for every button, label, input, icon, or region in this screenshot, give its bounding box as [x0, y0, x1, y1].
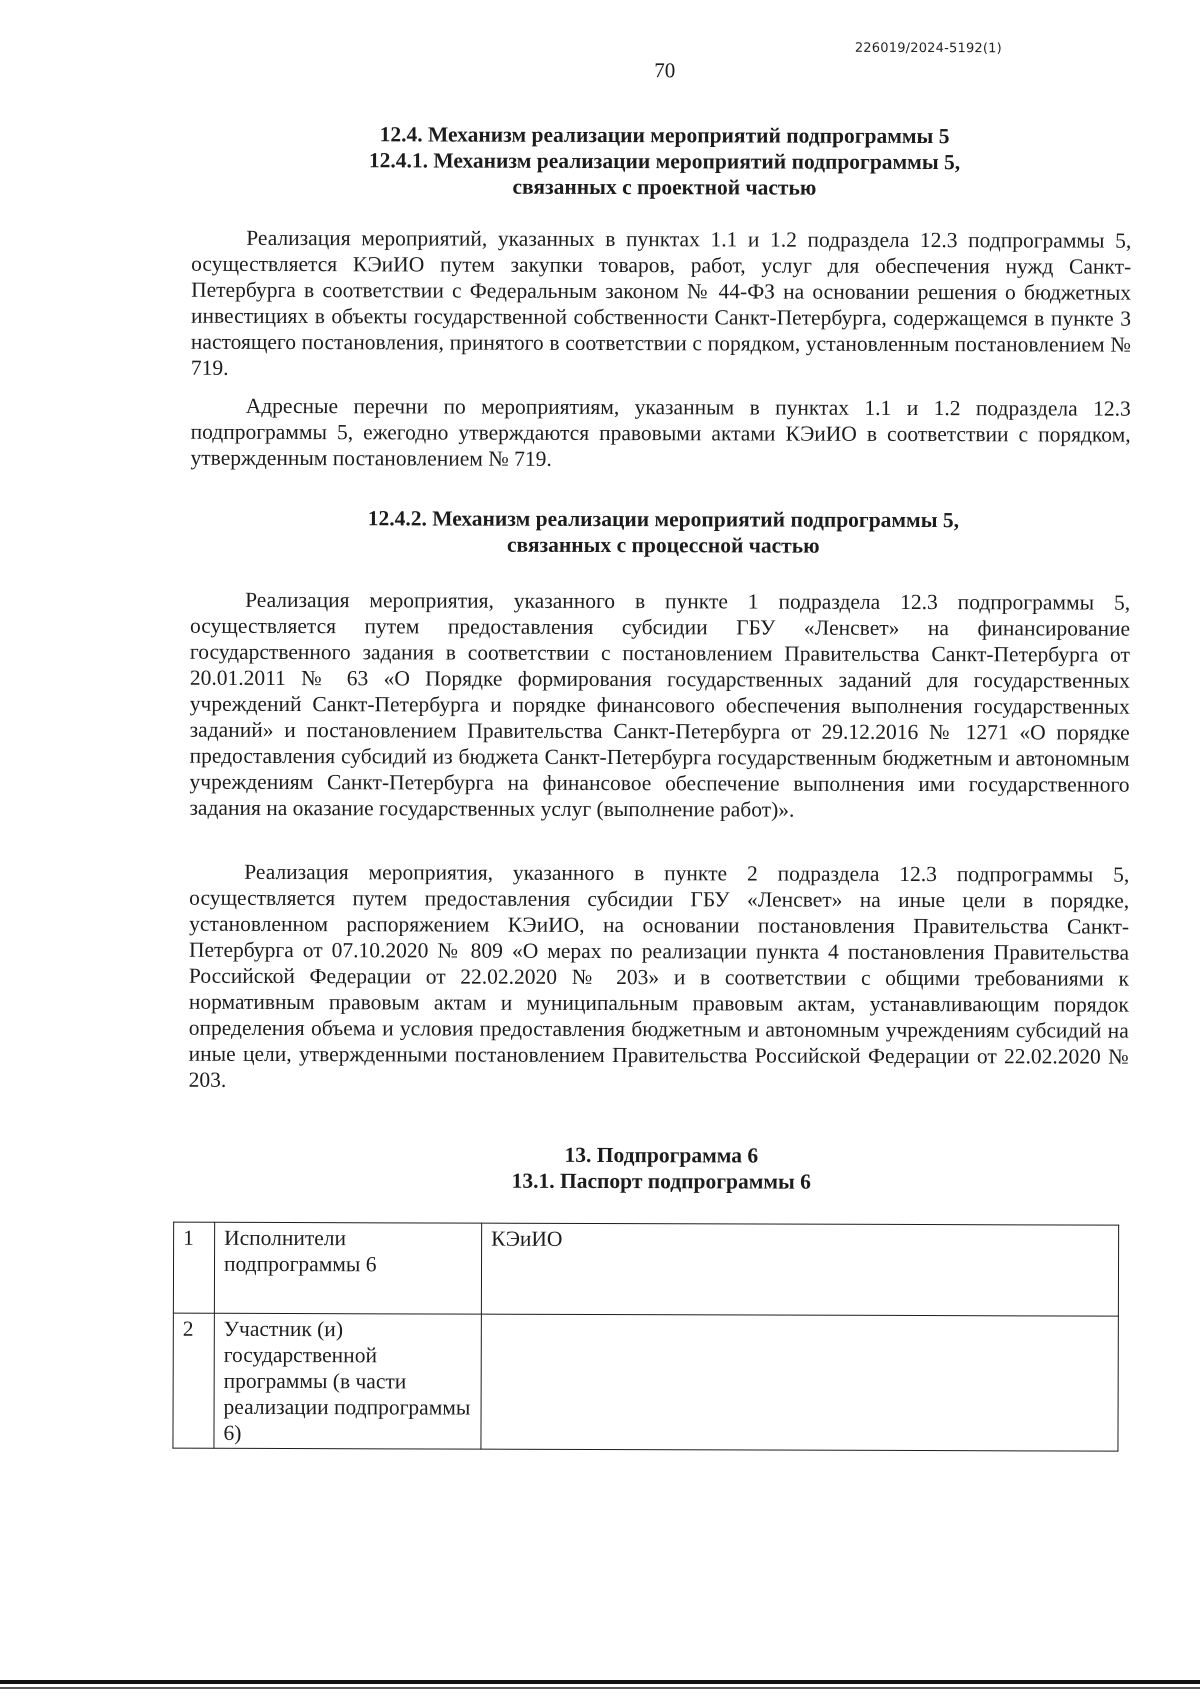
row-value: КЭиИО [481, 1223, 1118, 1316]
scan-edge-line [0, 1680, 1200, 1684]
heading-12-4-line1: 12.4. Механизм реализации мероприятий подпрограммы 5 [379, 122, 950, 149]
heading-12-4-line2: 12.4.1. Механизм реализации мероприятий подпрограммы 5, [368, 148, 961, 175]
row-number: 2 [173, 1313, 214, 1448]
row-number: 1 [173, 1222, 214, 1313]
page-number: 70 [654, 58, 676, 83]
heading-12-4-2-line1: 12.4.2. Механизм реализации мероприятий подпрограммы 5, [367, 506, 960, 533]
paragraph-12-4-2-a: Реализация мероприятия, указанного в пункте 1 подраздела 12.3 подпрограммы 5, осуществляется путем предоставления субсидии ГБУ «Ленсвет» на финансирование государственного задания в соответствии с постановлением Правительства Санкт-Петербурга от 20.01.2011 № 63 «О Порядке формирования государственных заданий для государственных учреждений Санкт-Петербурга и порядке финансового обеспечения выполнения государственных заданий» и постановлением Правительства Санкт-Петербурга от 29.12.2016 № 1271 «О порядке предоставления субсидий из бюджета Санкт-Петербурга государственным бюджетным и автономным учреждениям Санкт-Петербурга на финансовое обеспечение выполнения ими государственного задания на оказание государственных услуг (выполнение работ)». [189, 587, 1131, 822]
heading-13-line2: 13.1. Паспорт подпрограммы 6 [511, 1168, 811, 1194]
heading-12-4-2 [158, 505, 1168, 560]
row-label: Исполнители подпрограммы 6 [214, 1222, 481, 1314]
table-row [173, 1313, 1118, 1451]
document-id: 226019/2024-5192(1) [854, 40, 1002, 57]
heading-12-4 [159, 121, 1169, 202]
passport-table [172, 1222, 1119, 1452]
paragraph-12-4-1-a: Реализация мероприятий, указанных в пунктах 1.1 и 1.2 подраздела 12.3 подпрограммы 5, осуществляется КЭиИО путем закупки товаров, работ, услуг для обеспечения нужд Санкт-Петербурга в соответствии с Федеральным законом № 44-ФЗ на основании решения о бюджетных инвестициях в объекты государственной собственности Санкт-Петербурга, содержащемся в пункте 3 настоящего постановления, принятого в соответствии с порядком, установленным постановлением № 719. [190, 225, 1132, 380]
scan-edge-line [0, 1687, 1200, 1689]
row-label: Участник (и) государственной программы (в части реализации подпрограммы 6) [214, 1313, 481, 1449]
paragraph-12-4-2-b: Реализация мероприятия, указанного в пункте 2 подраздела 12.3 подпрограммы 5, осуществляется путем предоставления субсидии ГБУ «Ленсвет» на иные цели в порядке, установленном распоряжением КЭиИО, на основании постановления Правительства Санкт-Петербурга от 07.10.2020 № 809 «О мерах по реализации пункта 4 постановления Правительства Российской Федерации от 22.02.2020 № 203» и в соответствии с общими требованиями к нормативным правовым актам и муниципальным правовым актам, устанавливающим порядок определения объема и условия предоставления бюджетным и автономным учреждениям субсидий на иные цели, утвержденными постановлением Правительства Российской Федерации от 22.02.2020 № 203. [188, 859, 1130, 1092]
row-value [481, 1314, 1118, 1451]
heading-13-line1: 13. Подпрограмма 6 [564, 1142, 759, 1168]
heading-13 [156, 1141, 1166, 1196]
heading-12-4-2-line2: связанных с процессной частью [506, 532, 820, 558]
paragraph-12-4-1-b: Адресные перечни по мероприятиям, указанным в пунктах 1.1 и 1.2 подраздела 12.3 подпрограммы 5, ежегодно утверждаются правовыми актами КЭиИО в соответствии с порядком, утвержденным постановлением № 719. [190, 393, 1131, 471]
table-row [173, 1222, 1118, 1316]
heading-12-4-line3: связанных с проектной частью [512, 174, 817, 200]
